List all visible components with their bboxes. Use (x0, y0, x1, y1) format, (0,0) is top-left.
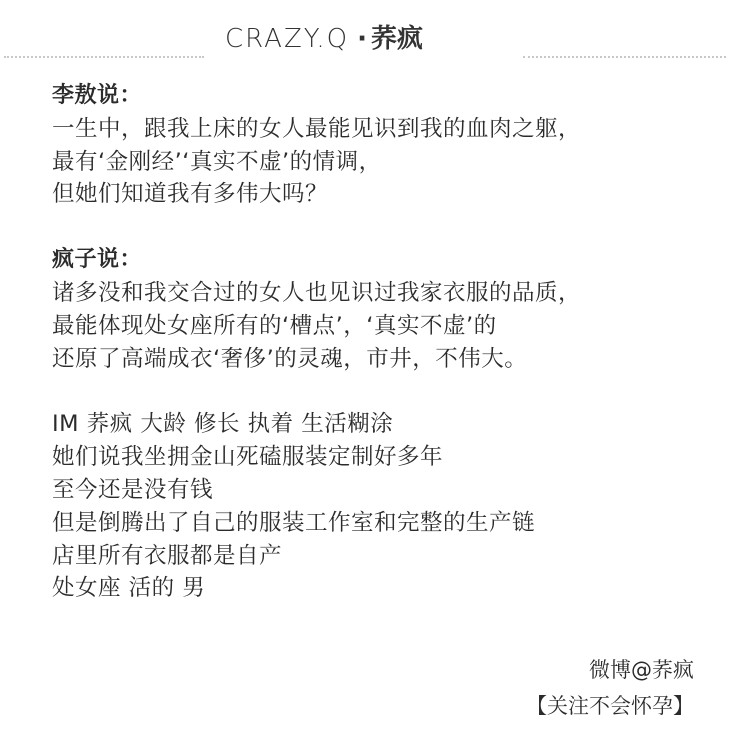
quote-line: 还原了高端成衣‘奢侈’的灵魂，市井，不伟大。 (52, 345, 528, 372)
intro-line: 她们说我坐拥金山死磕服装定制好多年 (52, 444, 444, 471)
header-dotted-rule-right (523, 56, 726, 58)
brand-name: CRAZY.Q (225, 24, 350, 54)
quote-speaker: 疯子说： (52, 247, 143, 273)
intro-line: 至今还是没有钱 (52, 476, 214, 503)
quote-line: 诸多没和我交合过的女人也见识过我家衣服的品质， (52, 279, 582, 306)
intro-line: IM 荞疯 大龄 修长 执着 生活糊涂 (52, 411, 394, 438)
header-dotted-rule-left (4, 56, 204, 58)
brand-name-cn: 荞疯 (371, 24, 424, 54)
main-text (52, 80, 712, 605)
quote-line: 最有‘金刚经’‘真实不虚’的情调， (52, 148, 382, 175)
intro-line: 但是倒腾出了自己的服装工作室和完整的生产链 (52, 509, 536, 536)
footer (526, 652, 694, 724)
quote-line: 一生中，跟我上床的女人最能见识到我的血肉之躯， (52, 115, 582, 142)
quote-block-2 (52, 244, 712, 375)
intro-line: 处女座 活的 男 (52, 575, 206, 602)
header (0, 14, 730, 62)
header-title (225, 22, 515, 56)
quote-line: 但她们知道我有多伟大吗？ (52, 181, 329, 208)
intro-line: 店里所有衣服都是自产 (52, 542, 283, 569)
quote-line: 最能体现处女座所有的‘槽点’，‘真实不虚’的 (52, 312, 497, 339)
quote-block-1 (52, 80, 712, 211)
quote-speaker: 李敖说： (52, 83, 143, 108)
brand-separator: · (357, 24, 367, 54)
intro-block (52, 408, 712, 605)
follow-note: 【关注不会怀孕】 (526, 694, 694, 718)
weibo-handle: 微博@荞疯 (589, 658, 694, 682)
